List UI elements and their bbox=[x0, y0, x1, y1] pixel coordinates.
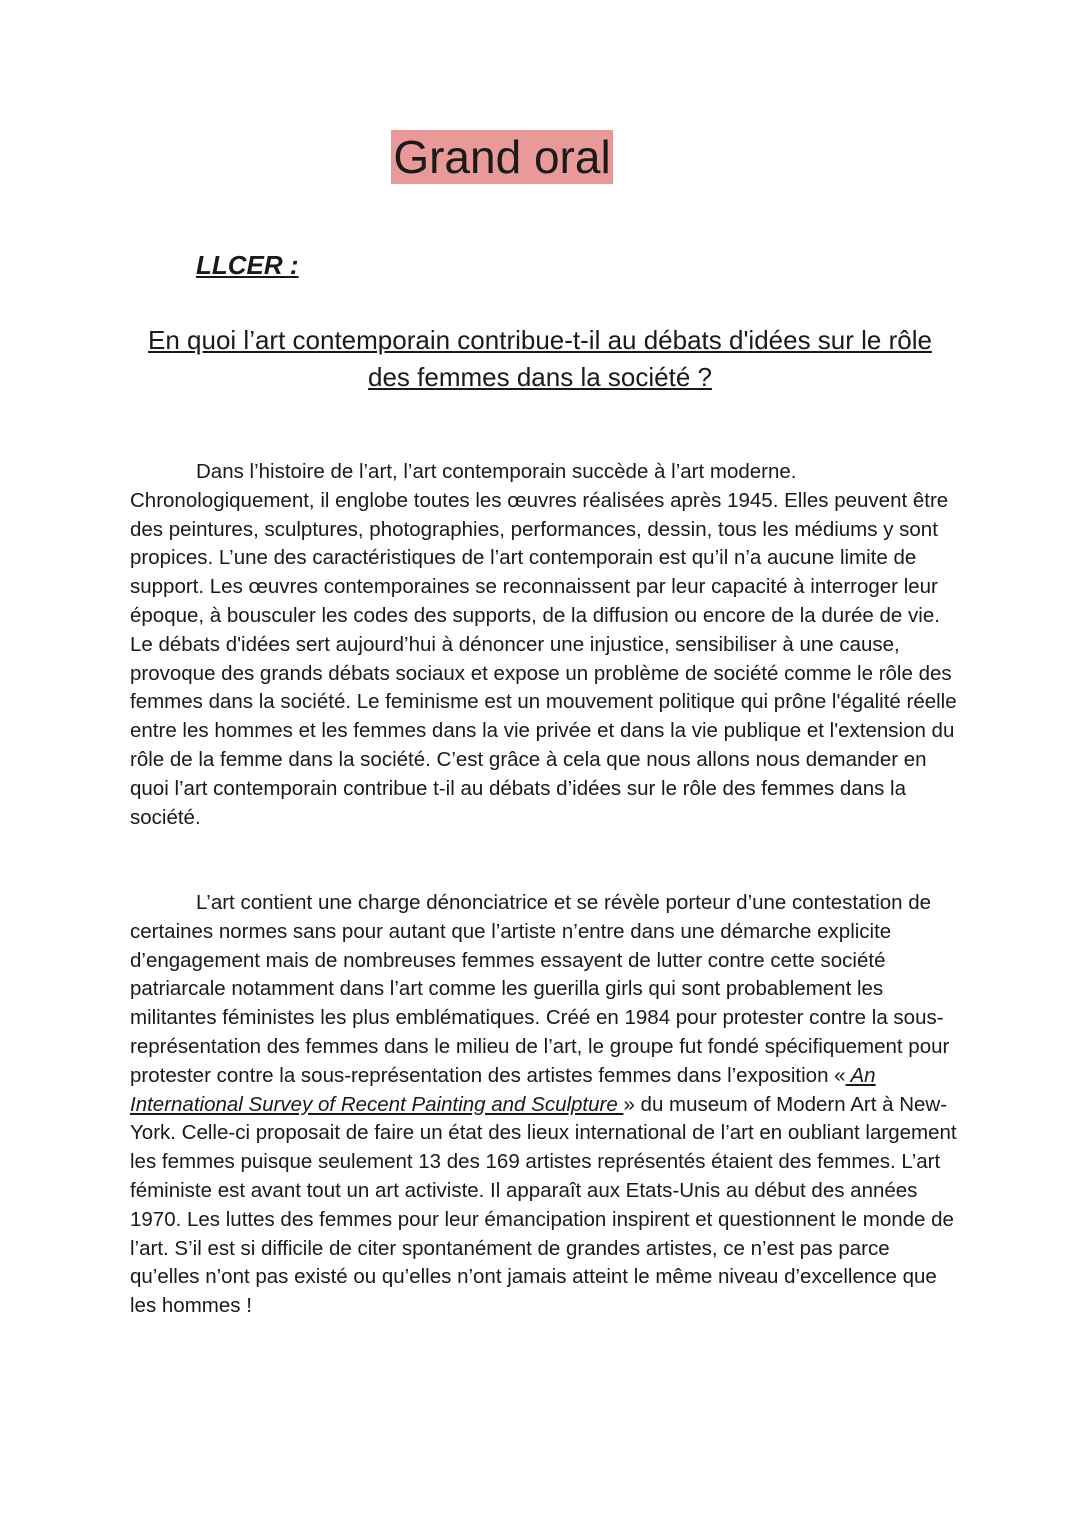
problematic-question: En quoi l’art contemporain contribue-t-il au débats d'idées sur le rôle des femmes dans la société ? bbox=[148, 325, 932, 392]
document-title: Grand oral bbox=[393, 131, 611, 183]
paragraph-intro-text: Dans l’histoire de l’art, l’art contemporain succède à l’art moderne. Chronologiquement, il englobe toutes les œuvres réalisées après 1945. Elles peuvent être des peintures, sculptures, photographies, performances, dessin, tous les médiums y sont propices. L’une des caractéristiques de l’art contemporain est qu’il n’a aucune limite de support. Les œuvres contemporaines se reconnaissent par leur capacité à interroger leur époque, à bousculer les codes des supports, de la diffusion ou encore de la durée de vie. Le débats d'idées sert aujourd’hui à dénoncer une injustice, sensibiliser à une cause, provoque des grands débats sociaux et expose un problème de société comme le rôle des femmes dans la société. Le feminisme est un mouvement politique qui prône l'égalité réelle entre les hommes et les femmes dans la vie privée et dans la vie publique et l'extension du rôle de la femme dans la société. C’est grâce à cela que nous allons nous demander en quoi l’art contemporain contribue t-il au débats d’idées sur le rôle des femmes dans la société. bbox=[130, 460, 957, 829]
section-label: LLCER : bbox=[196, 250, 299, 280]
title-container bbox=[0, 130, 1080, 184]
paragraph-intro bbox=[130, 458, 960, 832]
exhibition-link[interactable]: An International Survey of Recent Painting and Sculpture bbox=[130, 1063, 876, 1116]
paragraph-text-after-link: » du museum of Modern Art à New-York. Celle-ci proposait de faire un état des lieux international de l’art en oubliant largement les femmes puisque seulement 13 des 169 artistes représentés étaient des femmes. L’art féministe est avant tout un art activiste. Il apparaît aux Etats-Unis au début des années 1970. Les luttes des femmes pour leur émancipation inspirent et questionnent le monde de l’art. S’il est si difficile de citer spontanément de grandes artistes, ce n’est pas parce qu’elles n’ont pas existé ou qu’elles n’ont jamais atteint le même niveau d’excellence que les hommes ! bbox=[130, 1092, 957, 1318]
paragraph-text-before-link: L’art contient une charge dénonciatrice et se révèle porteur d’une contestation de certaines normes sans pour autant que l’artiste n’entre dans une démarche explicite d’engagement mais de nombreuses femmes essayent de lutter contre cette société patriarcale notamment dans l’art comme les guerilla girls qui sont probablement les militantes féministes les plus emblématiques. Créé en 1984 pour protester contre la sous-représentation des femmes dans le milieu de l’art, le groupe fut fondé spécifiquement pour protester contre la sous-représentation des artistes femmes dans l’exposition « bbox=[130, 891, 950, 1087]
paragraph-guerilla-girls bbox=[130, 889, 960, 1321]
